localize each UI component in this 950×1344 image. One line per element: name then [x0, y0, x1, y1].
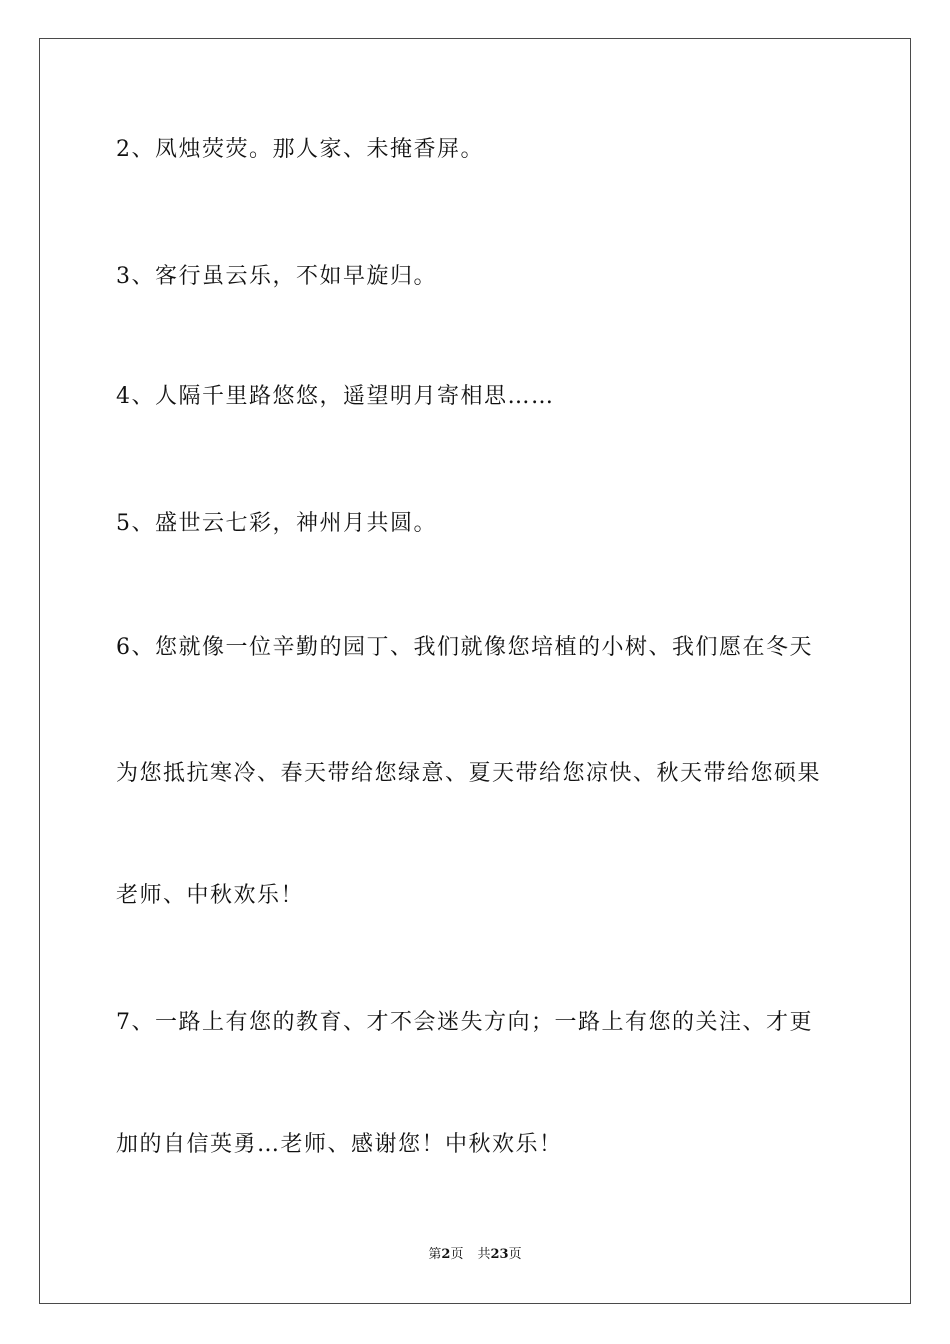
text-line-2: 3、客行虽云乐，不如早旋归。 — [116, 264, 437, 289]
footer-page-suffix: 页 — [450, 1247, 464, 1262]
text-line-4: 5、盛世云七彩，神州月共圆。 — [116, 511, 437, 536]
text-line-3: 4、人隔千里路悠悠，遥望明月寄相思…… — [116, 384, 555, 409]
text-line-6: 为您抵抗寒冷、春天带给您绿意、夏天带给您凉快、秋天带给您硕果 — [116, 761, 822, 786]
text-line-5: 6、您就像一位辛勤的园丁、我们就像您培植的小树、我们愿在冬天 — [116, 635, 813, 660]
text-line-1: 2、凤烛荧荧。那人家、未掩香屏。 — [116, 137, 484, 162]
footer-total-prefix: 共 — [477, 1247, 491, 1262]
footer-page-number: 2 — [441, 1247, 451, 1262]
page-border — [39, 38, 911, 1304]
footer-page-prefix: 第 — [428, 1247, 442, 1262]
footer-total-suffix: 页 — [508, 1247, 522, 1262]
text-line-9: 加的自信英勇…老师、感谢您！中秋欢乐！ — [116, 1132, 563, 1157]
footer-total-pages: 23 — [490, 1247, 509, 1262]
text-line-7: 老师、中秋欢乐！ — [116, 883, 305, 908]
page-footer — [0, 1246, 950, 1264]
text-line-8: 7、一路上有您的教育、才不会迷失方向；一路上有您的关注、才更 — [116, 1010, 813, 1035]
